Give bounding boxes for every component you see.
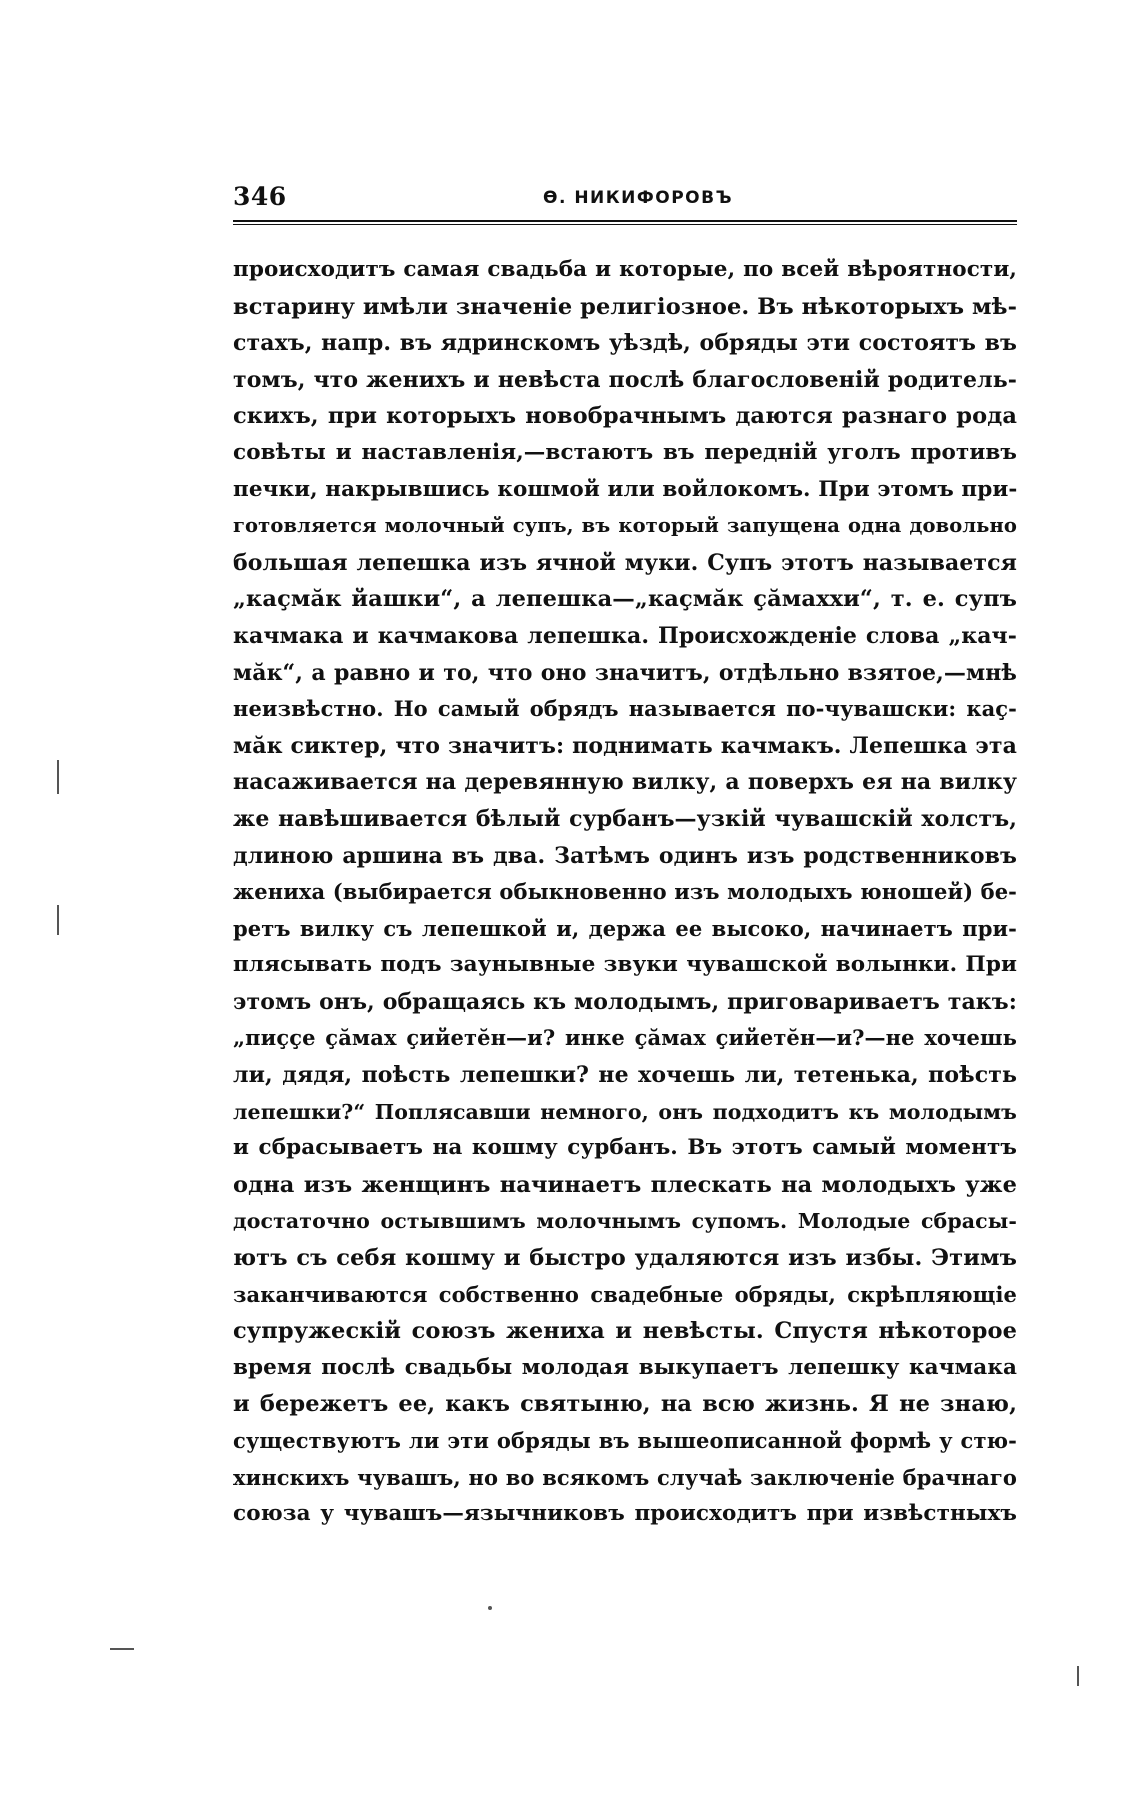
text-line: происходитъ самая свадьба и которые, по всей вѣроятности, [233, 257, 1017, 282]
text-line: ли, дядя, поѣсть лепешки? не хочешь ли, тетенька, поѣсть [233, 1062, 1017, 1089]
text-line: время послѣ свадьбы молодая выкупаетъ лепешку качмака [233, 1354, 1017, 1380]
scan-mark [1077, 1666, 1079, 1686]
text-line: и сбрасываетъ на кошму сурбанъ. Въ этотъ самый моментъ [233, 1135, 1017, 1161]
text-line: мăк сиктер, что значитъ: поднимать качмакъ. Лепешка эта [233, 732, 1017, 759]
scan-mark [57, 760, 59, 794]
page-header [233, 182, 1017, 222]
text-line: и бережетъ ее, какъ святыню, на всю жизнь. Я не знаю, [233, 1391, 1017, 1418]
text-line: „пиҫҫе ҫăмах ҫийетĕн—и? инке ҫăмах ҫийетĕн—и?—не хочешь [233, 1025, 1017, 1051]
text-line: большая лепешка изъ ячной муки. Супъ этотъ называется [233, 549, 1017, 576]
text-line: достаточно остывшимъ молочнымъ супомъ. Молодые сбрасы- [233, 1209, 1017, 1234]
text-line: хинскихъ чувашъ, но во всякомъ случаѣ заключенiе брачнаго [233, 1464, 1017, 1490]
scan-mark [57, 905, 59, 935]
scan-mark [110, 1648, 134, 1650]
text-line: одна изъ женщинъ начинаетъ плескать на молодыхъ уже [233, 1171, 1017, 1198]
text-line: длиною аршина въ два. Затѣмъ одинъ изъ родственниковъ [233, 842, 1017, 869]
text-line: супружескiй союзъ жениха и невѣсты. Спустя нѣкоторое [233, 1318, 1017, 1345]
text-line: существуютъ ли эти обряды въ вышеописанной формѣ у стю- [233, 1428, 1017, 1453]
text-line: жениха (выбирается обыкновенно изъ молодыхъ юношей) бе- [233, 879, 1017, 905]
body-text [233, 252, 1017, 1533]
page-number: 346 [233, 182, 287, 211]
text-line: заканчиваются собственно свадебные обряды, скрѣпляющiе [233, 1281, 1017, 1307]
text-line: союза у чувашъ—язычниковъ происходитъ при извѣстныхъ [233, 1501, 1017, 1527]
text-line: скихъ, при которыхъ новобрачнымъ даются разнаго рода [233, 403, 1017, 430]
text-line: томъ, что женихъ и невѣста послѣ благословенiй родитель- [233, 366, 1017, 393]
text-line: неизвѣстно. Но самый обрядъ называется по-чувашски: каҫ- [233, 696, 1017, 722]
header-rule [233, 220, 1017, 222]
text-line: лепешки?“ Поплясавши немного, онъ подходитъ къ молодымъ [233, 1099, 1017, 1124]
text-line: же навѣшивается бѣлый сурбанъ—узкiй чувашскiй холстъ, [233, 805, 1017, 832]
header-rule-thin [233, 224, 1017, 225]
text-line: ютъ съ себя кошму и быстро удаляются изъ избы. Этимъ [233, 1245, 1017, 1272]
text-line: „каҫмăк йашки“, а лепешка—„каҫмăк ҫăмаххи“, т. е. супъ [233, 586, 1017, 613]
text-line: стахъ, напр. въ ядринскомъ уѣздѣ, обряды эти состоятъ въ [233, 330, 1017, 357]
text-line: готовляется молочный супъ, въ который запущена одна довольно [233, 514, 1017, 538]
text-line: ретъ вилку съ лепешкой и, держа ее высоко, начинаетъ при- [233, 915, 1017, 941]
text-line: мăк“, а равно и то, что оно значитъ, отдѣльно взятое,—мнѣ [233, 659, 1017, 686]
text-line: встарину имѣли значенiе религiозное. Въ нѣкоторыхъ мѣ- [233, 293, 1018, 320]
text-line: совѣты и наставленiя,—встаютъ въ переднiй уголъ противъ [233, 439, 1017, 465]
running-head: Ѳ. НИКИФОРОВЪ [543, 188, 734, 208]
scan-mark [488, 1606, 492, 1610]
text-line: насаживается на деревянную вилку, а поверхъ ея на вилку [233, 769, 1017, 796]
text-line: плясывать подъ заунывные звуки чувашской волынки. При [233, 952, 1017, 978]
text-line: печки, накрывшись кошмой или войлокомъ. При этомъ при- [233, 476, 1018, 502]
text-line: этомъ онъ, обращаясь къ молодымъ, приговариваетъ такъ: [233, 988, 1017, 1015]
text-line: качмака и качмакова лепешка. Происхожденiе слова „кач- [233, 622, 1017, 649]
